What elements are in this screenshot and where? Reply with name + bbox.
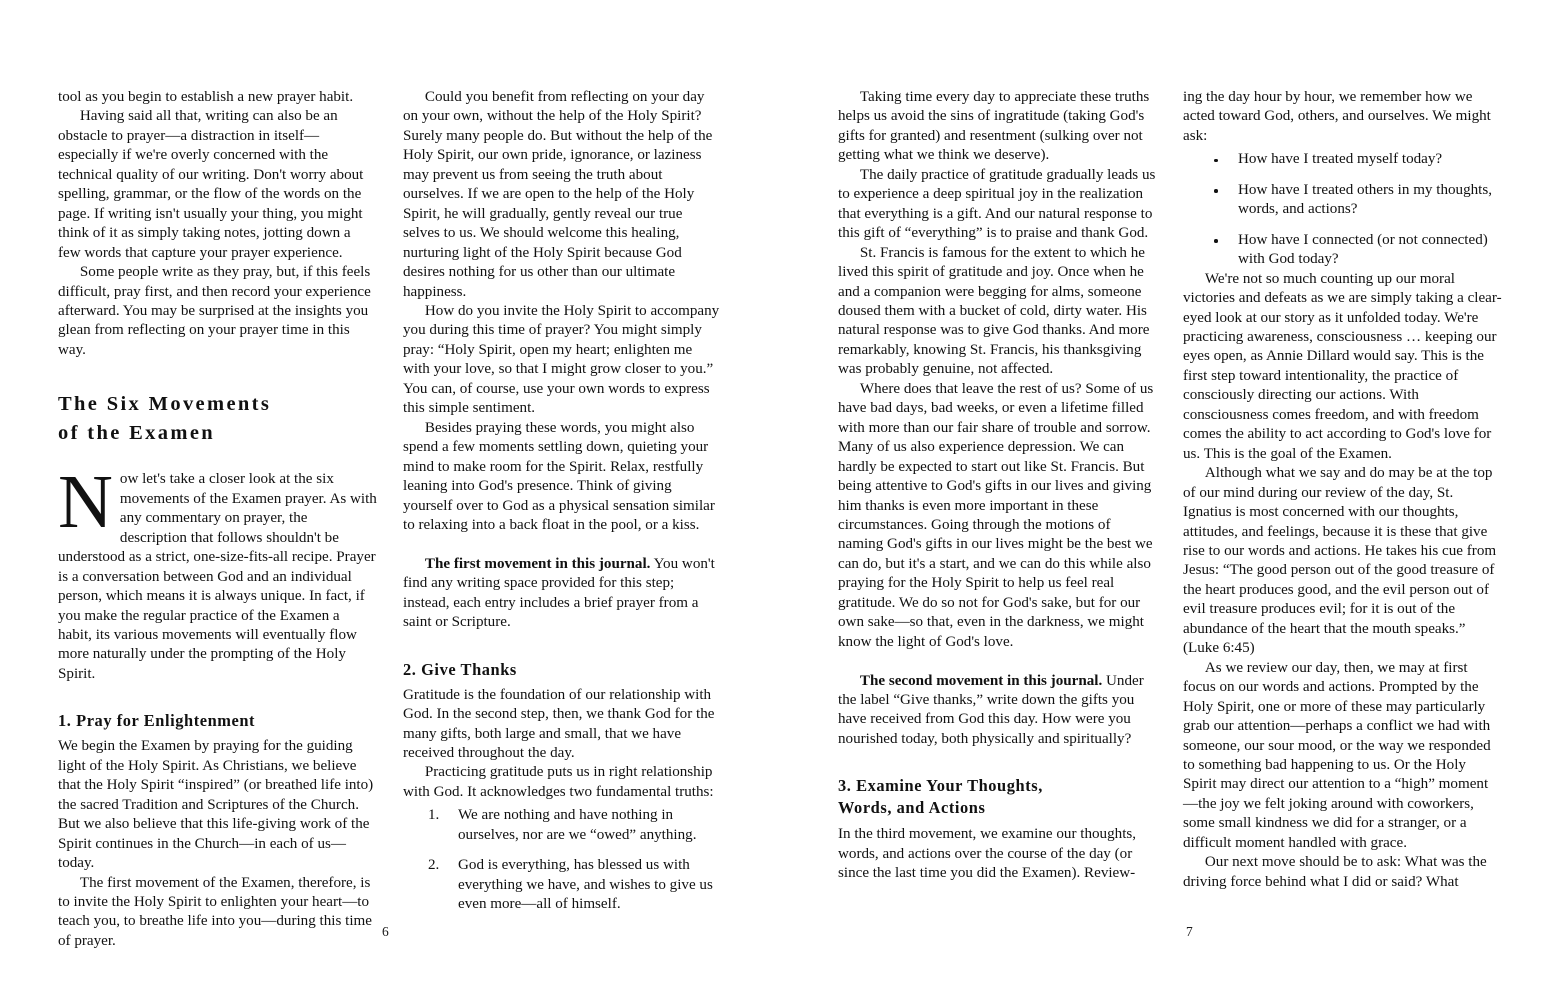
body-paragraph: As we review our day, then, we may at first focus on our words and actions. Prompted by the Holy Spirit, one or more of these may particularly grab our attention—perhaps a conflict we had with someone, our sour mood, or the way we responded to something bad happening to us. Or the Holy Spirit may direct our attention to a “high” moment—the joy we felt joking around with coworkers, some small kindness we did for a stranger, or a difficult moment handled with grace. xyxy=(1183,659,1491,851)
body-paragraph: The daily practice of gratitude gradually leads us to experience a deep spiritual joy in the realization that everything is a gift. And our natural response to this gift of “everything” is to praise and thank God. xyxy=(838,166,1156,242)
body-paragraph: Where does that leave the rest of us? Some of us have bad days, bad weeks, or even a lifetime filled with more than our fair share of trouble and sorrow. Many of us also experience depression. We can hardly be expected to start out like St. Francis. But being attentive to God's gifts in our lives and giving him thanks is even more important in these circumstances. Going through the motions of naming God's gifts in our lives might be the best we can do, but it's a start, and we can do this while also praying for the Holy Spirit to help us feel real gratitude. We do so not for God's sake, but for our own sake—so that, even in the darkness, we might know the light of God's love. xyxy=(838,380,1154,650)
dropcap-paragraph: Now let's take a closer look at the six movements of the Examen prayer. As with any commentary on prayer, the description that follows shouldn't be understood as a strict, one-size-fits-all recipe. Prayer is a conversation between God and an individual person, which means it is always unique. In fact, if you make the regular practice of the Examen a habit, its various movements will eventually flow more naturally under the prompting of the Holy Spirit. xyxy=(58,460,377,682)
column-3 xyxy=(838,88,1157,892)
body-paragraph: How do you invite the Holy Spirit to accompany you during this time of prayer? You might simply pray: “Holy Spirit, open my heart; enlighten me with your love, so that I might grow closer to you.” You can, of course, use your own words to express this simple sentiment. xyxy=(403,302,720,417)
bullet-list-item: How have I treated myself today? xyxy=(1183,150,1502,169)
bullet-list xyxy=(1183,150,1502,269)
page-left-columns xyxy=(58,88,722,951)
body-paragraph: Having said all that, writing can also be an obstacle to prayer—a distraction in itself—especially if we're overly concerned with the technical quality of our writing. Don't worry about spelling, grammar, or the flow of the words on the page. If writing isn't usually your thing, you might think of it as simply taking notes, jotting down a few words that capture your prayer experience. xyxy=(58,108,364,261)
body-paragraph: The first movement in this journal. You won't find any writing space provided for this step; instead, each entry includes a brief prayer from a saint or Scripture. xyxy=(403,555,715,631)
body-paragraph: tool as you begin to establish a new prayer habit. xyxy=(58,89,354,105)
page-right xyxy=(780,0,1560,984)
movement-heading xyxy=(58,710,377,731)
movement-heading-line: 1. Pray for Enlightenment xyxy=(58,711,256,731)
column-2 xyxy=(403,88,722,951)
bullet-list-item: How have I treated others in my thoughts, words, and actions? xyxy=(1183,181,1502,220)
body-paragraph: We're not so much counting up our moral victories and defeats as we are simply taking a clear-eyed look at our story as it unfolded today. We're practicing awareness, consciousness … keeping our eyes open, as Annie Dillard would say. This is the first step toward intentionality, the practice of consciously directing our actions. With consciousness comes freedom, and with freedom comes the ability to act according to God's love for us. This is the goal of the Examen. xyxy=(1183,270,1502,462)
numbered-list-item: God is everything, has blessed us with everything we have, and wishes to give us even more—all of himself. xyxy=(458,857,713,913)
body-paragraph: Although what we say and do may be at the top of our mind during our review of the day, St. Ignatius is most concerned with our thoughts, attitudes, and feelings, because it is these that give rise to our words and actions. He takes his cue from Jesus: “The good person out of the good treasure of the heart produces good, and the evil person out of evil treasure produces evil; for it is out of the abundance of the heart that the mouth speaks.” (Luke 6:45) xyxy=(1183,465,1497,657)
drop-cap-letter: N xyxy=(58,460,113,545)
movement-heading xyxy=(403,659,722,680)
page-right-columns xyxy=(838,88,1502,892)
lead-in-bold: The second movement in this journal. xyxy=(859,672,1103,689)
bullet-list-item: How have I connected (or not connected) with God today? xyxy=(1183,231,1502,270)
folio-right: 7 xyxy=(1186,923,1193,939)
folio-left: 6 xyxy=(382,923,389,939)
body-paragraph: Besides praying these words, you might also spend a few moments settling down, quieting your mind to make room for the Spirit. Relax, restfully leaning into God's presence. Think of giving yourself over to God as a physical sensation similar to relaxing into a back float in the pool, or a kiss. xyxy=(403,419,715,533)
section-heading-line: of the Examen xyxy=(58,422,216,445)
body-paragraph: St. Francis is famous for the extent to which he lived this spirit of gratitude and joy. Once when he and a companion were begging for alms, someone doused them with a bucket of cold, dirty water. His natural response was to give God thanks. And more remarkably, knowing St. Francis, his thanksgiving was probably genuine, not affected. xyxy=(838,244,1150,378)
numbered-list xyxy=(403,806,722,914)
body-paragraph: Could you benefit from reflecting on your day on your own, without the help of the Holy Spirit? Surely many people do. But without the help of the Holy Spirit, our own pride, ignorance, or laziness may prevent us from seeing the truth about ourselves. If we are open to the help of the Holy Spirit, he will gradually, gently reveal our true selves to us. We should welcome this healing, nurturing light of the Holy Spirit because God desires nothing for us other than our ultimate happiness. xyxy=(403,89,713,300)
body-paragraph: Some people write as they pray, but, if this feels difficult, pray first, and then record your experience afterward. You may be surprised at the insights you glean from reflecting on your prayer time in this way. xyxy=(58,264,371,358)
movement-heading-line: 3. Examine Your Thoughts, xyxy=(838,776,1043,796)
section-heading-line: The Six Movements xyxy=(58,393,272,416)
body-paragraph: ing the day hour by hour, we remember how we acted toward God, others, and ourselves. We might ask: xyxy=(1183,89,1491,144)
body-paragraph: The second movement in this journal. Under the label “Give thanks,” write down the gifts you have received from God this day. How were you nourished today, both physically and spiritually? xyxy=(838,672,1144,747)
movement-heading-line: Words, and Actions xyxy=(838,798,986,818)
section-heading xyxy=(58,390,377,448)
movement-heading xyxy=(838,775,1157,819)
body-paragraph: Our next move should be to ask: What was the driving force behind what I did or said? What xyxy=(1183,854,1487,890)
lead-in-bold: The first movement in this journal. xyxy=(424,555,651,572)
column-1 xyxy=(58,88,377,951)
body-paragraph: We begin the Examen by praying for the guiding light of the Holy Spirit. As Christians, we believe that the Holy Spirit “inspired” (or breathed life into) the sacred Tradition and Scriptures of the Church. But we also believe that this life-giving work of the Spirit continues in the Church—in each of us—today. xyxy=(58,738,374,872)
body-paragraph: Taking time every day to appreciate these truths helps us avoid the sins of ingratitude (taking God's gifts for granted) and resentment (sulking over not getting what we think we deserve). xyxy=(838,89,1150,164)
body-paragraph: The first movement of the Examen, therefore, is to invite the Holy Spirit to enlighten your heart—to teach you, to breathe life into you—during this time of prayer. xyxy=(58,874,372,949)
movement-heading-line: 2. Give Thanks xyxy=(403,659,517,679)
body-paragraph: Practicing gratitude puts us in right relationship with God. It acknowledges two fundamental truths: xyxy=(403,764,714,800)
numbered-list-item: We are nothing and have nothing in ourselves, nor are we “owed” anything. xyxy=(458,807,697,843)
body-paragraph: In the third movement, we examine our thoughts, words, and actions over the course of the day (or since the last time you did the Examen). Review- xyxy=(838,826,1137,882)
body-paragraph: Gratitude is the foundation of our relationship with God. In the second step, then, we thank God for the many gifts, both large and small, that we have received throughout the day. xyxy=(403,686,715,762)
column-4 xyxy=(1183,88,1502,892)
